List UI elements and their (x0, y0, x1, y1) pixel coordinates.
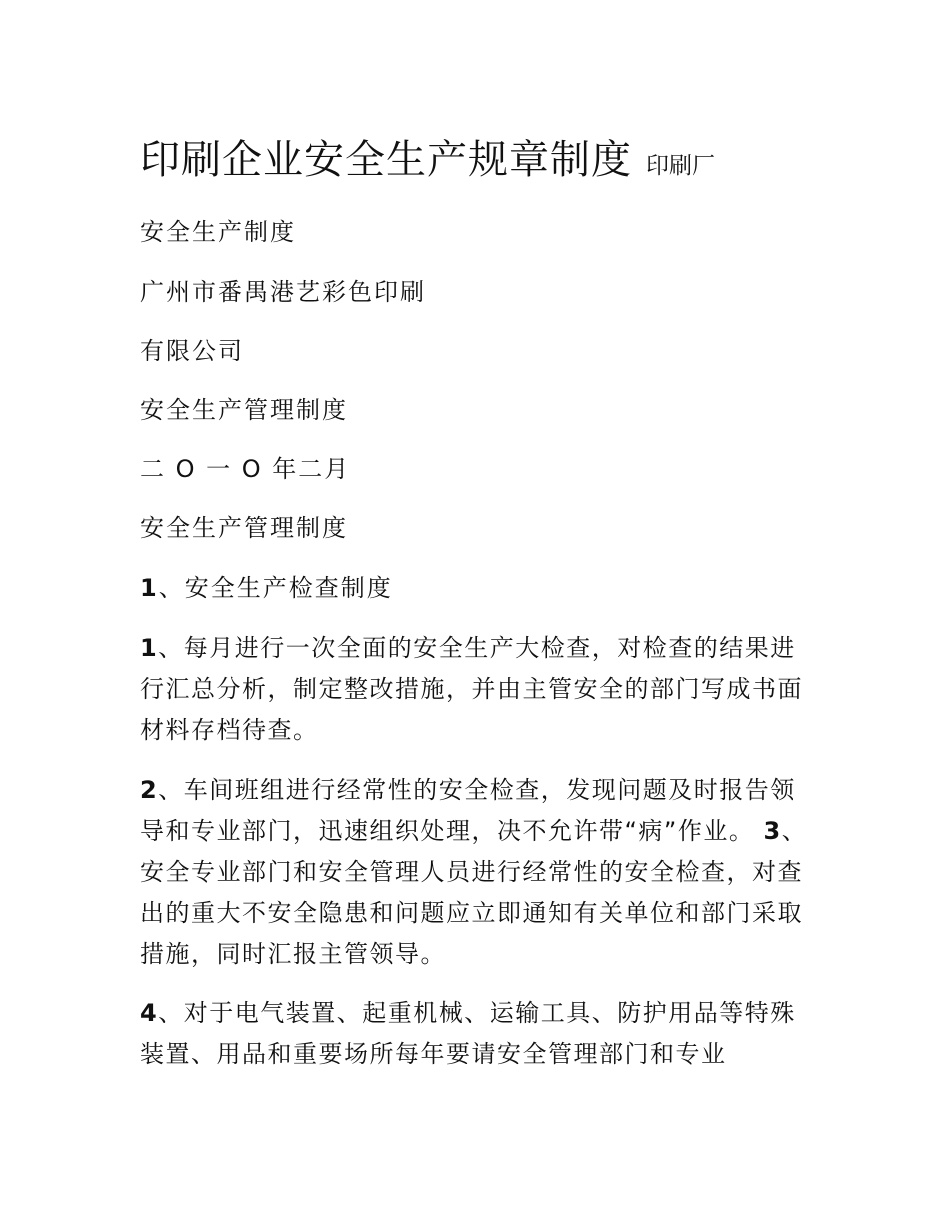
item-number: 3 (763, 817, 782, 845)
paragraph-item-1 (140, 628, 820, 751)
paragraph-item-2-3 (140, 770, 820, 975)
item-text: 、安全专业部门和安全管理人员进行经常性的安全检查，对查出的重大不安全隐患和问题应立即通知有关单位和部门采取措施，同时汇报主管领导。 (140, 817, 808, 968)
title-sub: 印刷厂 (646, 153, 715, 179)
item-number: 1 (140, 634, 159, 662)
paragraph-item-4 (140, 993, 820, 1075)
item-number: 4 (140, 999, 159, 1027)
section-title: 、安全生产检查制度 (158, 574, 393, 602)
doc-line-company-suffix: 有限公司 (140, 337, 244, 365)
item-text: 、每月进行一次全面的安全生产大检查，对检查的结果进行汇总分析，制定整改措施，并由主管安全的部门写成书面材料存档待查。 (140, 634, 803, 744)
item-text: 、对于电气装置、起重机械、运输工具、防护用品等特殊装置、用品和重要场所每年要请安全管理部门和专业 (140, 999, 796, 1068)
doc-line-safety-system: 安全生产制度 (140, 218, 296, 246)
section-heading (140, 568, 393, 608)
doc-line-management-system: 安全生产管理制度 (140, 396, 348, 424)
document-title (140, 128, 715, 185)
doc-line-date: 二 O 一 O 年二月 (140, 455, 351, 483)
item-number: 2 (140, 776, 159, 804)
item-text: 、车间班组进行经常性的安全检查，发现问题及时报告领导和专业部门，迅速组织处理，决不允许带“病”作业。 (140, 776, 796, 845)
section-number: 1 (140, 574, 159, 602)
doc-line-management-system-2: 安全生产管理制度 (140, 514, 348, 542)
doc-line-company-name: 广州市番禺港艺彩色印刷 (140, 278, 426, 306)
title-main: 印刷企业安全生产规章制度 (140, 137, 632, 183)
